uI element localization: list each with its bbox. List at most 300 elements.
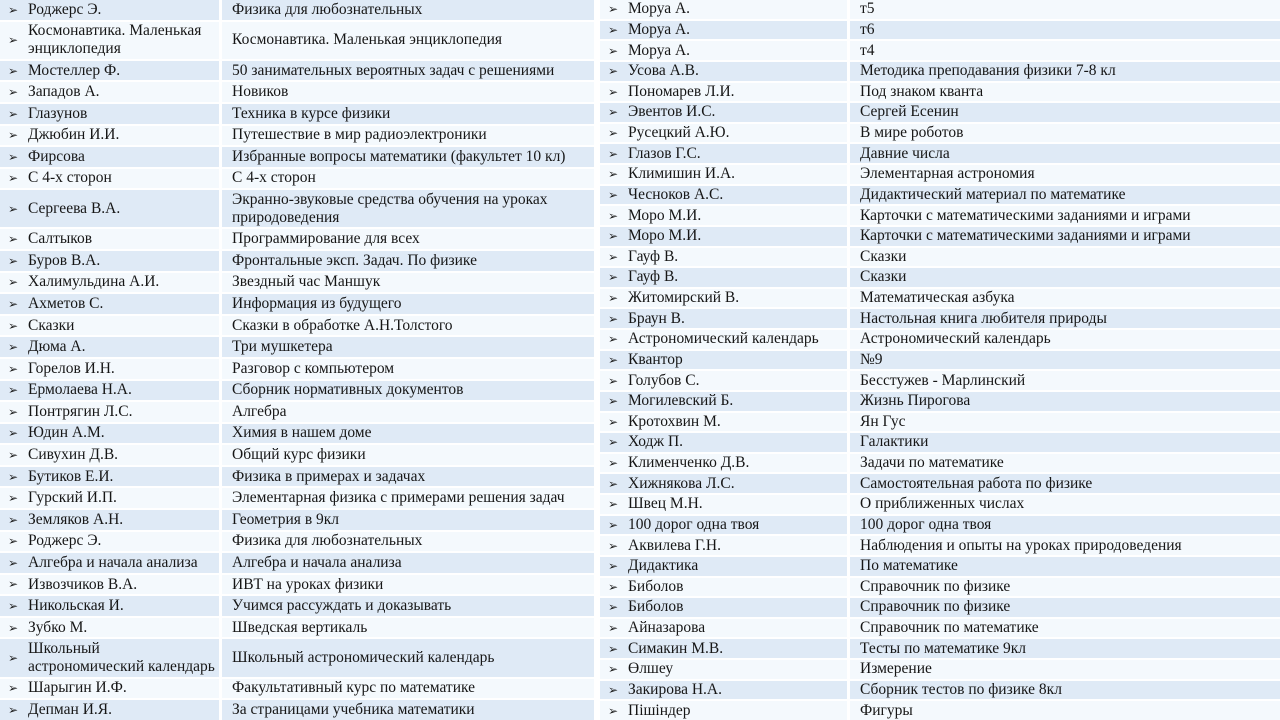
arrow-bullet-icon: ➢: [608, 476, 619, 491]
title-text: Галактики: [860, 433, 929, 451]
arrow-bullet-icon: ➢: [608, 22, 619, 37]
title-cell: [850, 474, 1280, 493]
arrow-bullet-icon: ➢: [8, 681, 19, 696]
author-cell: [0, 61, 222, 81]
table-row[interactable]: [0, 0, 594, 22]
table-row[interactable]: [0, 424, 594, 446]
author-cell: [0, 147, 222, 167]
table-row[interactable]: [0, 639, 594, 678]
author-text: Моро М.И.: [628, 227, 702, 245]
title-cell: [850, 392, 1280, 411]
arrow-bullet-icon: ➢: [608, 2, 619, 17]
table-row[interactable]: [600, 289, 1280, 310]
title-cell: [222, 445, 594, 465]
table-row[interactable]: [0, 700, 594, 720]
author-cell: [600, 268, 850, 287]
author-cell: [0, 553, 222, 573]
title-text: Методика преподавания физики 7-8 кл: [860, 62, 1116, 80]
author-cell: [600, 639, 850, 658]
title-cell: [222, 359, 594, 379]
table-row[interactable]: [600, 62, 1280, 83]
author-text: Земляков А.Н.: [28, 510, 124, 528]
table-row[interactable]: [0, 126, 594, 148]
title-cell: [222, 488, 594, 508]
title-text: Разговор с компьютером: [232, 359, 395, 377]
author-cell: [0, 510, 222, 530]
author-cell: [0, 316, 222, 336]
arrow-bullet-icon: ➢: [8, 383, 19, 398]
title-text: Алгебра: [232, 402, 287, 420]
arrow-bullet-icon: ➢: [608, 332, 619, 347]
title-text: 50 занимательных вероятных задач с решениями: [232, 61, 555, 79]
title-text: Задачи по математике: [860, 454, 1004, 472]
title-cell: [222, 618, 594, 638]
arrow-bullet-icon: ➢: [608, 435, 619, 450]
author-cell: [0, 679, 222, 699]
title-text: Справочник по физике: [860, 577, 1011, 595]
title-text: ИВТ на уроках физики: [232, 575, 384, 593]
author-cell: [600, 454, 850, 473]
title-text: Фронтальные эксп. Задач. По физике: [232, 251, 477, 269]
table-row[interactable]: [600, 474, 1280, 495]
title-text: Алгебра и начала анализа: [232, 553, 402, 571]
title-text: Сборник нормативных документов: [232, 381, 464, 399]
arrow-bullet-icon: ➢: [608, 311, 619, 326]
table-row[interactable]: [0, 553, 594, 575]
arrow-bullet-icon: ➢: [8, 232, 19, 247]
table-row[interactable]: [600, 454, 1280, 475]
title-cell: [222, 337, 594, 357]
arrow-bullet-icon: ➢: [608, 497, 619, 512]
title-cell: [850, 165, 1280, 184]
title-text: Бесстужев - Марлинский: [860, 371, 1026, 389]
title-cell: [850, 62, 1280, 81]
title-cell: [222, 104, 594, 124]
author-text: Сергеева В.А.: [28, 199, 121, 217]
author-text: Моруа А.: [628, 41, 691, 59]
title-text: Сказки в обработке А.Н.Толстого: [232, 316, 453, 334]
author-text: Гауф В.: [628, 268, 679, 286]
table-row[interactable]: [600, 598, 1280, 619]
arrow-bullet-icon: ➢: [8, 33, 19, 48]
author-cell: [0, 402, 222, 422]
table-row[interactable]: [0, 104, 594, 126]
table-row[interactable]: [600, 660, 1280, 681]
title-cell: [222, 424, 594, 444]
author-text: Биболов: [628, 598, 684, 616]
author-text: Буров В.А.: [28, 251, 101, 269]
arrow-bullet-icon: ➢: [608, 559, 619, 574]
table-row[interactable]: [600, 124, 1280, 145]
title-cell: [850, 660, 1280, 679]
title-cell: [850, 557, 1280, 576]
title-cell: [222, 229, 594, 249]
author-cell: [0, 618, 222, 638]
author-cell: [0, 126, 222, 146]
title-text: Новиков: [232, 83, 289, 101]
title-cell: [222, 82, 594, 102]
arrow-bullet-icon: ➢: [608, 662, 619, 677]
author-cell: [600, 660, 850, 679]
arrow-bullet-icon: ➢: [8, 491, 19, 506]
author-cell: [0, 359, 222, 379]
arrow-bullet-icon: ➢: [608, 641, 619, 656]
table-row[interactable]: [600, 392, 1280, 413]
author-cell: [0, 381, 222, 401]
author-text: Дидактика: [628, 557, 699, 575]
author-cell: [600, 433, 850, 452]
arrow-bullet-icon: ➢: [608, 229, 619, 244]
table-row[interactable]: [600, 371, 1280, 392]
book-list-left-table: [0, 0, 594, 720]
table-row[interactable]: [0, 679, 594, 701]
title-cell: [222, 190, 594, 227]
author-text: Извозчиков В.А.: [28, 575, 138, 593]
title-text: Фигуры: [860, 701, 913, 719]
table-row[interactable]: [0, 575, 594, 597]
title-text: С 4-х сторон: [232, 169, 316, 187]
table-row[interactable]: [0, 596, 594, 618]
title-cell: [222, 251, 594, 271]
arrow-bullet-icon: ➢: [8, 361, 19, 376]
author-cell: [600, 309, 850, 328]
table-row[interactable]: [0, 273, 594, 295]
title-cell: [850, 351, 1280, 370]
author-text: Ахметов С.: [28, 295, 104, 312]
author-cell: [600, 598, 850, 617]
arrow-bullet-icon: ➢: [8, 534, 19, 549]
table-row[interactable]: [0, 82, 594, 104]
table-row[interactable]: [600, 144, 1280, 165]
table-row[interactable]: [600, 186, 1280, 207]
author-text: Моро М.И.: [628, 206, 702, 224]
table-row[interactable]: [0, 445, 594, 467]
table-row[interactable]: [600, 248, 1280, 269]
arrow-bullet-icon: ➢: [608, 373, 619, 388]
author-text: Браун В.: [628, 309, 685, 327]
table-row[interactable]: [600, 639, 1280, 660]
title-text: О приближенных числах: [860, 495, 1025, 513]
table-row[interactable]: [600, 681, 1280, 702]
author-text: Гурский И.П.: [28, 489, 117, 507]
author-text: Клименченко Д.В.: [628, 454, 750, 472]
author-cell: [600, 103, 850, 122]
arrow-bullet-icon: ➢: [608, 682, 619, 697]
title-text: Наблюдения и опыты на уроках природоведения: [860, 536, 1182, 554]
table-row[interactable]: [600, 516, 1280, 537]
author-text: 100 дорог одна твоя: [628, 515, 760, 533]
arrow-bullet-icon: ➢: [608, 703, 619, 718]
author-text: Гауф В.: [628, 247, 679, 265]
arrow-bullet-icon: ➢: [8, 703, 19, 717]
title-cell: [850, 248, 1280, 267]
author-cell: [600, 330, 850, 349]
title-cell: [850, 124, 1280, 143]
table-row[interactable]: [0, 190, 594, 229]
table-row[interactable]: [0, 229, 594, 251]
table-row[interactable]: [600, 495, 1280, 516]
title-cell: [222, 467, 594, 487]
arrow-bullet-icon: ➢: [608, 414, 619, 429]
arrow-bullet-icon: ➢: [8, 201, 19, 216]
arrow-bullet-icon: ➢: [8, 555, 19, 570]
title-text: Путешествие в мир радиоэлектроники: [232, 126, 487, 144]
author-text: Моруа А.: [628, 0, 691, 18]
author-text: Голубов С.: [628, 371, 700, 389]
title-text: Ян Гус: [860, 412, 906, 430]
table-row[interactable]: [0, 251, 594, 273]
table-row[interactable]: [0, 337, 594, 359]
arrow-bullet-icon: ➢: [608, 167, 619, 182]
title-text: т6: [860, 20, 875, 38]
arrow-bullet-icon: ➢: [608, 126, 619, 141]
arrow-bullet-icon: ➢: [608, 208, 619, 223]
arrow-bullet-icon: ➢: [8, 106, 19, 121]
table-row[interactable]: [600, 227, 1280, 248]
arrow-bullet-icon: ➢: [608, 352, 619, 367]
author-cell: [600, 701, 850, 720]
author-cell: [600, 248, 850, 267]
title-text: Шведская вертикаль: [232, 618, 368, 636]
author-cell: [600, 619, 850, 638]
title-text: Космонавтика. Маленькая энциклопедия: [232, 31, 503, 49]
author-cell: [0, 22, 222, 59]
author-text: Пономарев Л.И.: [628, 82, 735, 100]
table-row[interactable]: [0, 61, 594, 83]
table-row[interactable]: [0, 22, 594, 61]
author-text: Квантор: [628, 350, 683, 368]
author-cell: [600, 227, 850, 246]
title-text: Учимся рассуждать и доказывать: [232, 597, 452, 615]
arrow-bullet-icon: ➢: [8, 275, 19, 290]
author-text: Өлшеу: [628, 660, 674, 678]
title-cell: [850, 206, 1280, 225]
author-cell: [0, 190, 222, 227]
arrow-bullet-icon: ➢: [608, 270, 619, 285]
author-text: Симакин М.В.: [628, 639, 724, 657]
table-row[interactable]: [600, 619, 1280, 640]
title-text: Сказки: [860, 268, 907, 286]
author-cell: [600, 124, 850, 143]
author-cell: [0, 467, 222, 487]
author-cell: [0, 488, 222, 508]
author-text: Пішіндер: [628, 701, 691, 719]
table-row[interactable]: [600, 165, 1280, 186]
table-row[interactable]: [600, 701, 1280, 720]
arrow-bullet-icon: ➢: [8, 426, 19, 441]
table-row[interactable]: [600, 268, 1280, 289]
title-cell: [222, 147, 594, 167]
arrow-bullet-icon: ➢: [8, 171, 19, 186]
author-cell: [0, 294, 222, 314]
arrow-bullet-icon: ➢: [8, 63, 19, 78]
title-text: Общий курс физики: [232, 446, 366, 464]
author-cell: [600, 21, 850, 40]
table-row[interactable]: [600, 557, 1280, 578]
title-text: Справочник по физике: [860, 598, 1011, 616]
author-text: Зубко М.: [28, 618, 88, 636]
table-row[interactable]: [600, 536, 1280, 557]
title-cell: [850, 433, 1280, 452]
author-text: Дюма А.: [28, 338, 86, 356]
table-row[interactable]: [600, 21, 1280, 42]
table-row[interactable]: [600, 351, 1280, 372]
arrow-bullet-icon: ➢: [8, 85, 19, 100]
title-cell: [222, 294, 594, 314]
title-cell: [222, 61, 594, 81]
title-cell: [222, 553, 594, 573]
title-text: Астрономический календарь: [860, 330, 1051, 348]
table-row[interactable]: [0, 169, 594, 191]
author-cell: [0, 639, 222, 676]
title-cell: [850, 289, 1280, 308]
author-text: Биболов: [628, 577, 684, 595]
title-text: Сказки: [860, 247, 907, 265]
author-cell: [600, 0, 850, 19]
author-cell: [0, 424, 222, 444]
table-row[interactable]: [0, 381, 594, 403]
table-row[interactable]: [600, 83, 1280, 104]
title-text: т5: [860, 0, 875, 18]
table-row[interactable]: [0, 316, 594, 338]
author-text: Усова А.В.: [628, 62, 699, 80]
author-cell: [0, 532, 222, 552]
arrow-bullet-icon: ➢: [8, 296, 19, 311]
author-text: С 4-х сторон: [28, 169, 112, 187]
arrow-bullet-icon: ➢: [8, 253, 19, 268]
author-text: Никольская И.: [28, 597, 124, 615]
title-cell: [850, 413, 1280, 432]
table-row[interactable]: [0, 294, 594, 316]
title-text: Химия в нашем доме: [232, 424, 372, 442]
author-cell: [600, 516, 850, 535]
table-row[interactable]: [600, 206, 1280, 227]
author-text: Джюбин И.И.: [28, 126, 120, 144]
title-text: Сборник тестов по физике 8кл: [860, 680, 1062, 698]
author-text: Космонавтика. Маленькая энциклопедия: [28, 22, 202, 58]
title-text: Элементарная астрономия: [860, 165, 1035, 183]
title-text: Факультативный курс по математике: [232, 679, 476, 697]
author-text: Халимульдина А.И.: [28, 273, 160, 291]
title-cell: [850, 578, 1280, 597]
author-text: Айназарова: [628, 619, 706, 637]
table-row[interactable]: [0, 147, 594, 169]
title-cell: [222, 510, 594, 530]
author-text: Западов А.: [28, 83, 100, 101]
title-text: Измерение: [860, 660, 932, 678]
table-row[interactable]: [600, 578, 1280, 599]
author-text: Глазов Г.С.: [628, 144, 701, 162]
title-text: т4: [860, 41, 875, 59]
title-cell: [850, 619, 1280, 638]
author-cell: [600, 351, 850, 370]
author-text: Могилевский Б.: [628, 392, 734, 410]
title-text: Избранные вопросы математики (факультет 10 кл): [232, 147, 566, 165]
title-cell: [222, 575, 594, 595]
table-row[interactable]: [600, 103, 1280, 124]
title-cell: [222, 532, 594, 552]
title-text: №9: [860, 350, 883, 368]
table-row[interactable]: [0, 488, 594, 510]
title-text: 100 дорог одна твоя: [860, 515, 992, 533]
table-row[interactable]: [600, 433, 1280, 454]
table-row[interactable]: [600, 309, 1280, 330]
arrow-bullet-icon: ➢: [608, 64, 619, 79]
title-cell: [222, 381, 594, 401]
title-text: Экранно-звуковые средства обучения на уроках природоведения: [232, 190, 548, 226]
author-cell: [600, 536, 850, 555]
title-cell: [850, 681, 1280, 700]
author-cell: [0, 273, 222, 293]
title-text: Справочник по математике: [860, 619, 1039, 637]
author-text: Сивухин Д.В.: [28, 446, 119, 464]
title-text: Звездный час Маншук: [232, 273, 381, 291]
title-text: Жизнь Пирогова: [860, 392, 971, 410]
title-cell: [850, 83, 1280, 102]
table-row[interactable]: [0, 532, 594, 554]
table-row[interactable]: [600, 0, 1280, 21]
arrow-bullet-icon: ➢: [608, 291, 619, 306]
title-cell: [850, 516, 1280, 535]
title-text: Физика в примерах и задачах: [232, 467, 426, 485]
arrow-bullet-icon: ➢: [8, 599, 19, 614]
author-text: Алгебра и начала анализа: [28, 553, 198, 571]
author-text: Хижнякова Л.С.: [628, 474, 735, 492]
title-cell: [850, 495, 1280, 514]
author-text: Юдин А.М.: [28, 424, 105, 442]
arrow-bullet-icon: ➢: [608, 394, 619, 409]
table-row[interactable]: [0, 510, 594, 532]
author-text: Эвентов И.С.: [628, 103, 716, 121]
title-cell: [850, 21, 1280, 40]
table-row[interactable]: [600, 330, 1280, 351]
title-cell: [850, 330, 1280, 349]
title-cell: [850, 701, 1280, 720]
author-text: Закирова Н.А.: [628, 680, 722, 698]
author-text: Сказки: [28, 316, 75, 334]
title-text: Элементарная физика с примерами решения задач: [232, 489, 565, 507]
author-text: Школьный астрономический календарь: [28, 640, 215, 676]
arrow-bullet-icon: ➢: [8, 340, 19, 355]
author-text: Роджерс Э.: [28, 0, 102, 18]
title-cell: [222, 639, 594, 676]
author-cell: [0, 596, 222, 616]
author-cell: [0, 104, 222, 124]
title-text: Физика для любознательных: [232, 532, 423, 550]
table-row[interactable]: [600, 41, 1280, 62]
table-row[interactable]: [0, 402, 594, 424]
arrow-bullet-icon: ➢: [608, 600, 619, 615]
author-text: Климишин И.А.: [628, 165, 736, 183]
author-cell: [600, 289, 850, 308]
title-text: Тесты по математике 9кл: [860, 639, 1027, 657]
title-cell: [222, 126, 594, 146]
title-text: Давние числа: [860, 144, 950, 162]
arrow-bullet-icon: ➢: [608, 538, 619, 553]
author-text: Глазунов: [28, 104, 88, 122]
table-row[interactable]: [0, 467, 594, 489]
arrow-bullet-icon: ➢: [8, 651, 19, 666]
author-cell: [600, 165, 850, 184]
arrow-bullet-icon: ➢: [8, 318, 19, 333]
table-row[interactable]: [0, 359, 594, 381]
title-text: Геометрия в 9кл: [232, 510, 340, 528]
arrow-bullet-icon: ➢: [608, 249, 619, 264]
author-text: Фирсова: [28, 147, 85, 165]
table-row[interactable]: [600, 413, 1280, 434]
table-row[interactable]: [0, 618, 594, 640]
author-cell: [600, 392, 850, 411]
